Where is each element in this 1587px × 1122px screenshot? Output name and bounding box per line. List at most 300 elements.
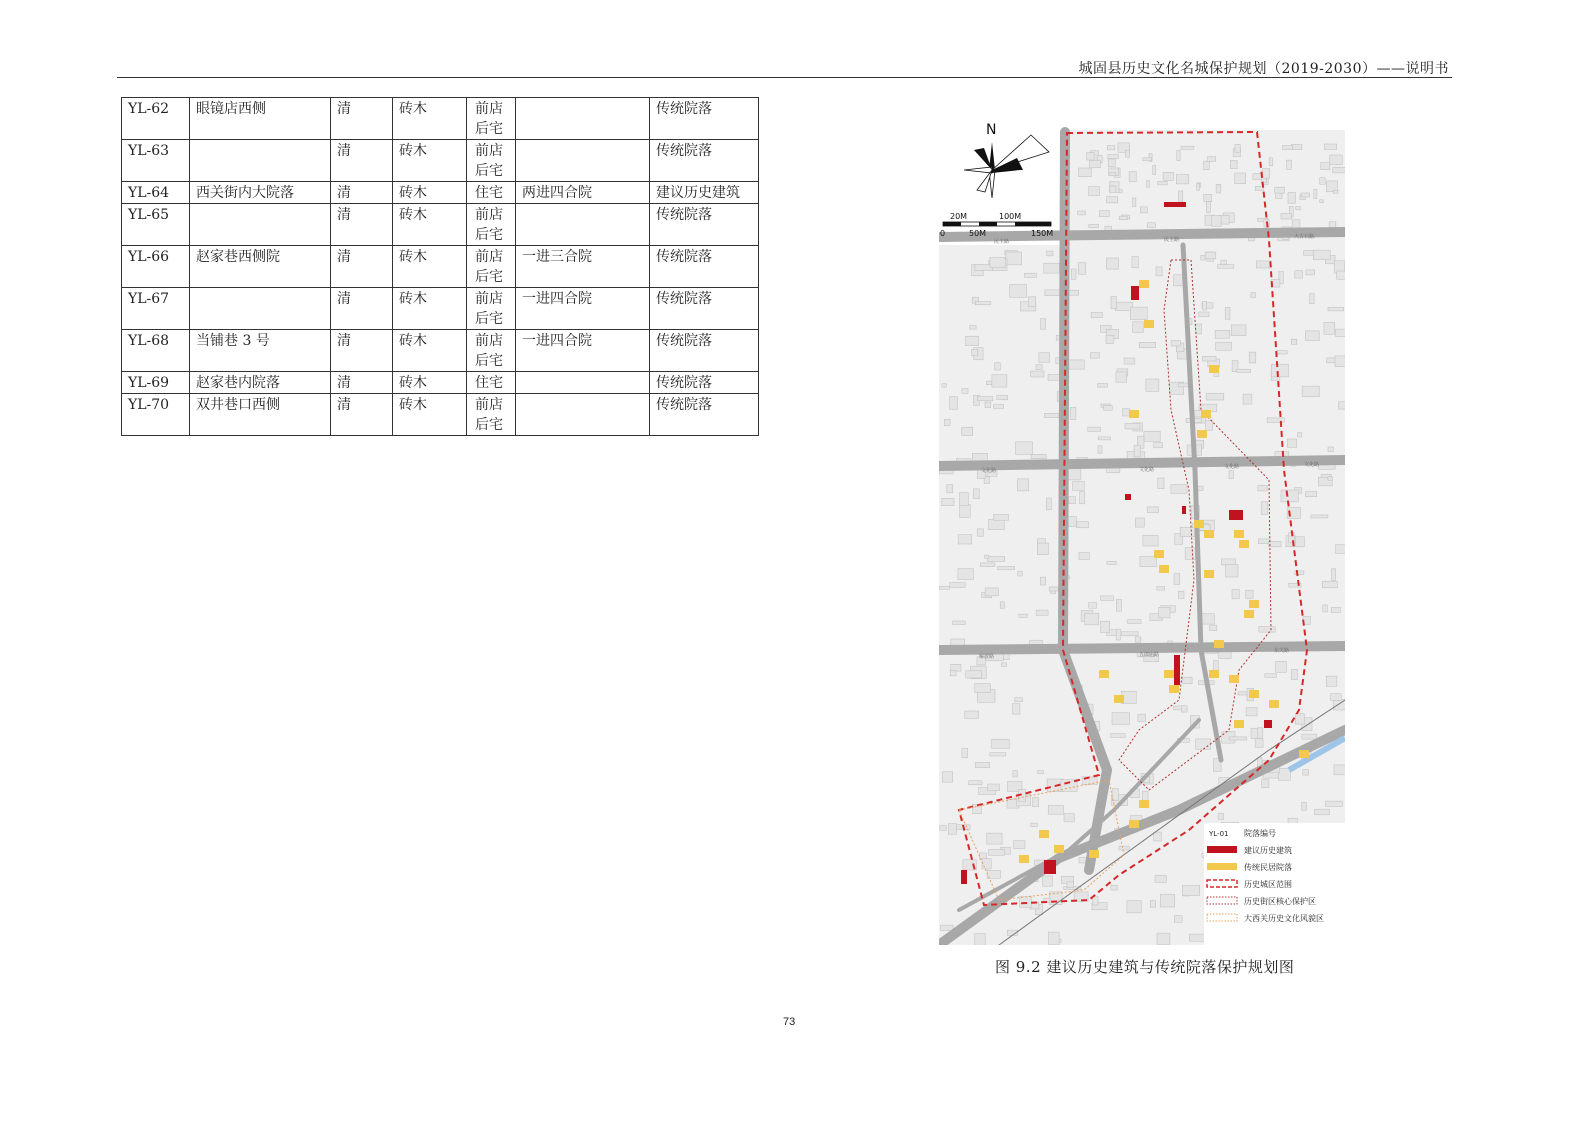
building-footprint [1146,379,1159,391]
legend-code-label: YL-01 [1209,830,1229,838]
building-footprint [1106,258,1118,269]
building-footprint [965,711,979,718]
building-footprint [1041,318,1046,329]
building-footprint [1015,698,1023,702]
building-footprint [1322,581,1337,588]
building-footprint [1276,351,1287,355]
building-footprint [1112,713,1130,725]
building-footprint [1323,605,1328,612]
building-footprint [1014,841,1025,849]
building-footprint [989,519,1005,529]
building-footprint [1253,174,1261,180]
building-footprint [1046,498,1051,510]
building-footprint [1045,413,1059,417]
table-cell: 清 [331,140,393,182]
building-footprint [1040,577,1045,585]
building-footprint [975,934,985,946]
scale-50m: 50M [969,229,987,238]
building-footprint [1159,607,1171,618]
building-footprint [1033,798,1039,807]
table-cell: 前店 后宅 [467,98,516,140]
building-footprint [1025,273,1037,277]
building-footprint [1158,478,1164,489]
building-footprint [1306,270,1315,275]
building-footprint [1111,296,1116,308]
building-footprint [1237,369,1251,372]
building-footprint [1067,882,1074,888]
building-footprint [1278,768,1290,780]
legend-label: 院落编号 [1244,829,1276,838]
traditional-courtyard-marker [1099,670,1109,678]
building-footprint [980,563,995,567]
building-footprint [1251,293,1255,298]
building-footprint [1281,213,1292,219]
historic-building-marker [961,870,967,884]
table-row [122,246,759,288]
road-label: 文化路 [981,468,997,474]
building-footprint [1017,479,1028,491]
building-footprint [1116,629,1120,640]
protection-plan-map [939,110,1345,945]
building-footprint [941,925,954,931]
building-footprint [1104,405,1113,410]
historic-building-marker [1164,202,1186,207]
building-footprint [1302,803,1307,811]
road-minzhu [939,232,1345,237]
building-footprint [1325,801,1342,806]
building-footprint [1010,285,1027,298]
building-footprint [1331,569,1335,581]
building-footprint [1189,934,1205,941]
building-footprint [1281,490,1298,502]
table-row [122,182,759,204]
scale-20m: 20M [950,212,968,221]
building-footprint [962,427,973,435]
building-footprint [1160,894,1174,907]
building-footprint [1107,146,1115,151]
building-footprint [969,781,982,785]
building-footprint [1139,342,1156,347]
building-footprint [1199,312,1209,317]
building-footprint [944,419,950,425]
traditional-courtyard-marker [1144,320,1154,328]
building-footprint [1331,607,1340,612]
traditional-courtyard-marker [1089,850,1099,858]
table-cell: 清 [331,288,393,330]
building-footprint [1269,158,1273,166]
building-footprint [1144,431,1160,441]
building-footprint [1108,159,1115,167]
building-footprint [1314,189,1317,198]
traditional-courtyard-marker [1039,830,1049,838]
building-footprint [1143,158,1152,161]
building-footprint [1321,163,1330,170]
traditional-courtyard-marker [1249,690,1259,698]
building-footprint [1206,420,1213,430]
building-footprint [1098,446,1102,454]
building-footprint [1196,324,1202,334]
building-footprint [1089,187,1100,196]
building-footprint [1215,330,1229,338]
building-footprint [1098,437,1110,440]
table-cell: 前店 后宅 [467,246,516,288]
building-footprint [1038,771,1044,774]
building-footprint [1078,168,1091,177]
table-cell: YL-69 [122,372,190,394]
building-footprint [1196,739,1211,749]
table-cell: 清 [331,204,393,246]
building-footprint [1106,335,1114,343]
building-footprint [1296,207,1301,210]
building-footprint [1150,901,1155,908]
header-rule [117,77,1452,78]
building-footprint [1039,353,1050,363]
table-cell: YL-66 [122,246,190,288]
building-footprint [1111,885,1117,890]
historic-building-marker [1229,510,1243,520]
building-footprint [1031,454,1046,458]
historic-building-marker [1044,860,1056,874]
road-label: 解放路 [979,654,995,660]
building-footprint [1158,181,1168,185]
building-footprint [1077,522,1089,528]
building-footprint [1090,161,1101,168]
building-footprint [1180,527,1195,537]
building-footprint [1000,602,1004,608]
building-footprint [1087,153,1094,160]
table-cell [516,372,650,394]
building-footprint [1310,294,1314,304]
building-footprint [1138,714,1146,722]
building-footprint [985,588,998,596]
building-footprint [1291,144,1302,149]
table-cell: 砖木 [393,394,467,436]
building-footprint [1171,340,1180,346]
table-cell: YL-62 [122,98,190,140]
building-footprint [1006,252,1022,265]
building-footprint [960,505,971,518]
table-cell: 砖木 [393,182,467,204]
building-footprint [1127,901,1141,913]
building-footprint [1183,677,1193,684]
building-footprint [1212,216,1222,227]
building-footprint [1181,146,1194,149]
table-row [122,394,759,436]
traditional-courtyard-marker [1249,600,1259,608]
building-footprint [1143,535,1158,546]
building-footprint [966,671,982,678]
building-footprint [1125,423,1140,429]
building-footprint [1231,325,1246,336]
table-cell: 砖木 [393,372,467,394]
scale-100m: 100M [999,212,1022,221]
building-footprint [1107,561,1116,564]
building-footprint [1122,632,1139,636]
table-cell [190,288,331,330]
table-row [122,288,759,330]
building-footprint [1324,144,1336,150]
building-footprint [1204,194,1212,201]
building-footprint [1302,386,1319,397]
building-footprint [1210,625,1217,631]
building-footprint [1203,356,1217,361]
table-cell: 砖木 [393,288,467,330]
building-footprint [1064,814,1074,822]
building-footprint [1089,224,1099,227]
scale-150m: 150M [1031,229,1054,238]
building-footprint [1328,447,1334,452]
road-label: 文化路 [1224,464,1240,470]
building-footprint [1129,172,1136,182]
building-footprint [1130,307,1147,319]
building-footprint [1080,492,1085,504]
building-footprint [939,586,949,589]
building-footprint [966,336,979,346]
building-footprint [1128,620,1142,624]
table-cell: 砖木 [393,330,467,372]
table-cell: 传统院落 [650,140,759,182]
building-footprint [958,535,972,545]
building-footprint [1147,507,1158,513]
building-footprint [1275,187,1285,193]
building-footprint [975,762,989,767]
building-footprint [1154,443,1163,448]
header-title: 城固县历史文化名城保护规划（2019-2030）——说明书 [1078,61,1449,77]
road-label: 东关路 [1274,648,1290,654]
building-footprint [947,485,953,493]
building-footprint [1089,603,1097,609]
traditional-courtyard-marker [1234,530,1244,538]
building-footprint [1326,676,1337,686]
table-cell: 两进四合院 [516,182,650,204]
building-footprint [998,566,1015,570]
road-label: 文化路 [1304,462,1320,468]
building-footprint [1020,897,1032,908]
building-footprint [1185,548,1195,560]
building-footprint [978,397,993,401]
building-footprint [959,493,968,506]
building-footprint [1031,823,1037,826]
table-cell [516,394,650,436]
building-footprint [1324,322,1335,334]
building-footprint [1229,471,1233,479]
table-cell: 传统院落 [650,288,759,330]
building-footprint [1140,556,1156,566]
building-footprint [1295,271,1303,279]
traditional-courtyard-marker [1209,365,1219,373]
building-footprint [1028,297,1035,307]
table-cell: 前店 后宅 [467,394,516,436]
legend-label: 建议历史建筑 [1244,846,1292,855]
building-footprint [1197,183,1200,190]
building-footprint [1116,599,1121,611]
table-cell [516,140,650,182]
building-footprint [985,555,989,558]
building-footprint [1256,261,1271,268]
building-footprint [1331,694,1342,701]
building-footprint [942,772,952,782]
building-footprint [1174,916,1182,923]
building-footprint [1174,574,1180,585]
building-footprint [1336,545,1345,554]
building-footprint [1071,269,1076,279]
table-cell: 清 [331,394,393,436]
legend-historic-swatch [1207,846,1237,853]
building-footprint [1291,339,1297,344]
building-footprint [1110,186,1116,193]
building-footprint [1182,886,1199,896]
building-footprint [1140,207,1147,213]
building-footprint [1163,172,1173,180]
building-footprint [950,397,958,410]
table-cell [190,204,331,246]
building-footprint [1262,780,1269,788]
building-footprint [1302,734,1317,739]
table-cell: YL-65 [122,204,190,246]
building-footprint [1258,485,1267,491]
table-cell: 砖木 [393,140,467,182]
building-footprint [1255,738,1263,747]
building-footprint [1036,610,1048,615]
traditional-courtyard-marker [1129,410,1139,418]
traditional-courtyard-marker [1169,685,1179,693]
table-cell: 传统院落 [650,330,759,372]
building-footprint [1109,173,1116,176]
table-cell: 西关街内大院落 [190,182,331,204]
table-cell: 清 [331,246,393,288]
building-footprint [962,748,968,757]
road-label: 大古石路 [1294,234,1315,240]
building-footprint [1013,771,1017,777]
building-footprint [972,349,978,355]
building-footprint [1048,806,1063,815]
building-footprint [1303,770,1309,775]
building-footprint [975,684,991,693]
building-footprint [1263,169,1270,179]
building-footprint [1261,502,1267,515]
road-label: 民主路 [1164,237,1180,243]
road-label: 五郎庙路 [1139,652,1160,658]
building-footprint [1216,184,1221,193]
building-footprint [1101,596,1114,601]
traditional-courtyard-marker [1114,695,1124,703]
north-label: N [986,122,997,138]
building-footprint [1235,173,1246,184]
building-footprint [1205,252,1216,259]
building-footprint [1229,737,1247,740]
building-footprint [987,557,1004,562]
building-footprint [1045,290,1060,296]
building-footprint [1206,393,1224,400]
building-footprint [1320,200,1324,203]
table-cell: YL-64 [122,182,190,204]
table-row [122,330,759,372]
page-number: 73 [783,1016,796,1028]
building-footprint [1334,765,1345,775]
traditional-courtyard-marker [1054,845,1064,853]
table-cell: 一进四合院 [516,330,650,372]
table-cell: 双井巷口西侧 [190,394,331,436]
building-footprint [1119,216,1127,220]
table-cell: 传统院落 [650,98,759,140]
table-cell: 砖木 [393,246,467,288]
building-footprint [1036,365,1042,370]
building-footprint [1157,933,1170,944]
building-footprint [1154,832,1162,841]
traditional-courtyard-marker [1164,670,1174,678]
table-cell: 建议历史建筑 [650,182,759,204]
building-footprint [1098,383,1108,387]
building-footprint [993,515,1008,521]
building-footprint [948,824,956,835]
building-footprint [1085,613,1099,625]
building-footprint [1134,445,1140,457]
building-footprint [1249,352,1256,363]
table-cell: 住宅 [467,182,516,204]
building-footprint [973,489,979,499]
building-footprint [1203,301,1207,310]
building-footprint [995,363,1001,370]
building-footprint [953,621,966,625]
building-footprint [1099,211,1109,217]
building-footprint [1115,302,1133,311]
building-footprint [1178,191,1183,201]
building-footprint [1271,364,1288,377]
traditional-courtyard-marker [1019,855,1029,863]
traditional-courtyard-marker [1139,800,1149,808]
building-footprint [1336,329,1346,336]
building-footprint [1216,342,1232,350]
building-footprint [1030,640,1043,644]
building-footprint [1305,331,1319,341]
table-cell: 前店 后宅 [467,140,516,182]
table-cell: 住宅 [467,372,516,394]
building-footprint [1338,402,1345,409]
traditional-courtyard-marker [1204,530,1214,538]
building-footprint [1079,553,1089,560]
traditional-courtyard-marker [1229,675,1239,683]
table-cell: YL-63 [122,140,190,182]
building-footprint [1328,477,1333,481]
building-footprint [1126,150,1130,157]
building-footprint [1232,590,1239,599]
building-footprint [1301,193,1310,197]
traditional-courtyard-marker [1204,570,1214,578]
building-footprint [1333,167,1345,173]
building-footprint [1221,559,1235,565]
building-footprint [1101,621,1110,632]
table-row [122,140,759,182]
building-footprint [1291,669,1297,680]
table-cell: 清 [331,98,393,140]
building-footprint [1235,144,1240,152]
building-footprint [1330,155,1343,165]
building-footprint [1153,165,1156,174]
building-footprint [1337,271,1345,279]
building-footprint [962,389,968,394]
table-cell: 砖木 [393,98,467,140]
traditional-courtyard-marker [1269,700,1279,708]
table-cell: 传统院落 [650,372,759,394]
table-cell: YL-70 [122,394,190,436]
building-footprint [1132,257,1138,268]
table-row [122,98,759,140]
building-footprint [1265,674,1277,678]
building-footprint [1119,846,1129,850]
table-cell: 清 [331,372,393,394]
building-footprint [1182,706,1188,713]
building-footprint [1259,627,1275,633]
